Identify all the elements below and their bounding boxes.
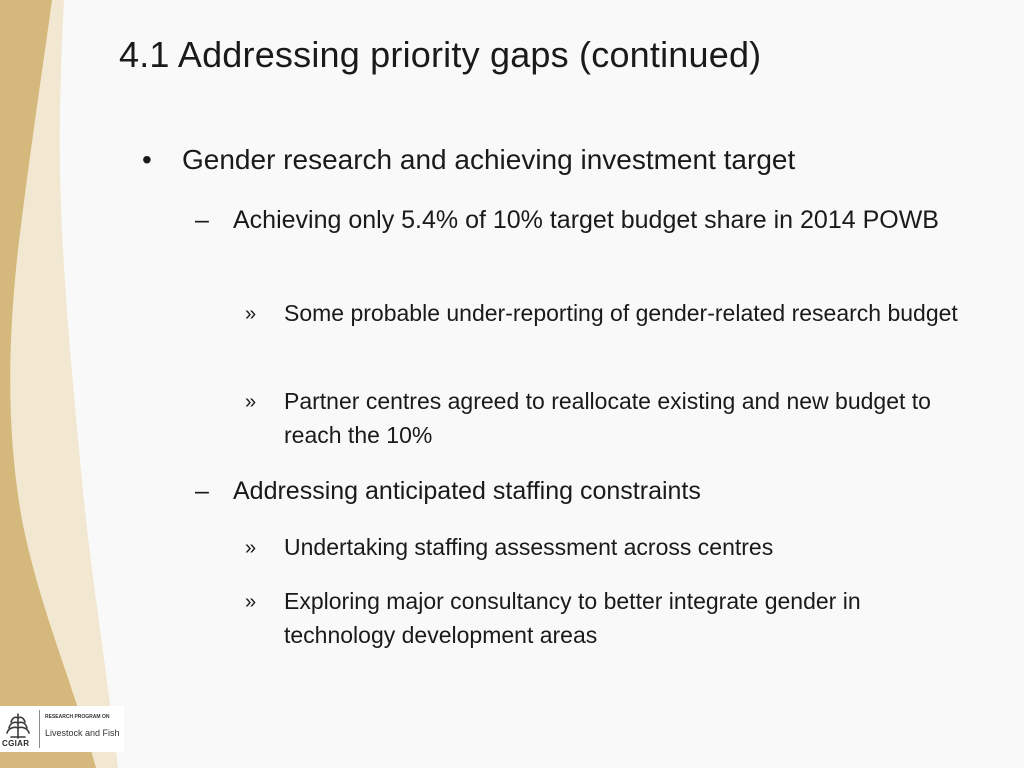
chevron-marker: » [245, 591, 257, 613]
bullet-item-level3 [245, 530, 974, 565]
logo-program-name: Livestock and Fish [45, 728, 120, 738]
logo-cgiar-text: CGIAR [2, 739, 30, 748]
bullet-item-level3 [245, 584, 974, 652]
chevron-marker: » [245, 391, 257, 413]
dash-marker: – [195, 477, 209, 505]
slide-title: 4.1 Addressing priority gaps (continued) [119, 34, 762, 75]
chevron-marker: » [245, 537, 257, 559]
bullet-text: Gender research and achieving investment target [182, 144, 796, 175]
bullet-text: Addressing anticipated staffing constraints [233, 477, 701, 505]
logo-divider [39, 710, 40, 748]
bullet-marker: • [142, 144, 152, 175]
dash-marker: – [195, 206, 209, 234]
logo-program-line: RESEARCH PROGRAM ON [45, 714, 110, 720]
bullet-item-level2 [195, 473, 973, 510]
bullet-text: Some probable under-reporting of gender-related research budget [284, 300, 958, 326]
program-logo [0, 706, 124, 752]
bullet-text: Undertaking staffing assessment across centres [284, 534, 774, 560]
chevron-marker: » [245, 303, 257, 325]
bullet-text: Partner centres agreed to reallocate existing and new budget to reach the 10% [284, 388, 931, 448]
bullet-item-level2 [195, 202, 973, 239]
bullet-item-level3 [245, 384, 974, 452]
bullet-item-level3 [245, 296, 974, 331]
bullet-text: Achieving only 5.4% of 10% target budget share in 2014 POWB [233, 206, 939, 234]
bullet-text: Exploring major consultancy to better integrate gender in technology development areas [284, 588, 861, 648]
bullet-item-level1 [140, 143, 942, 177]
